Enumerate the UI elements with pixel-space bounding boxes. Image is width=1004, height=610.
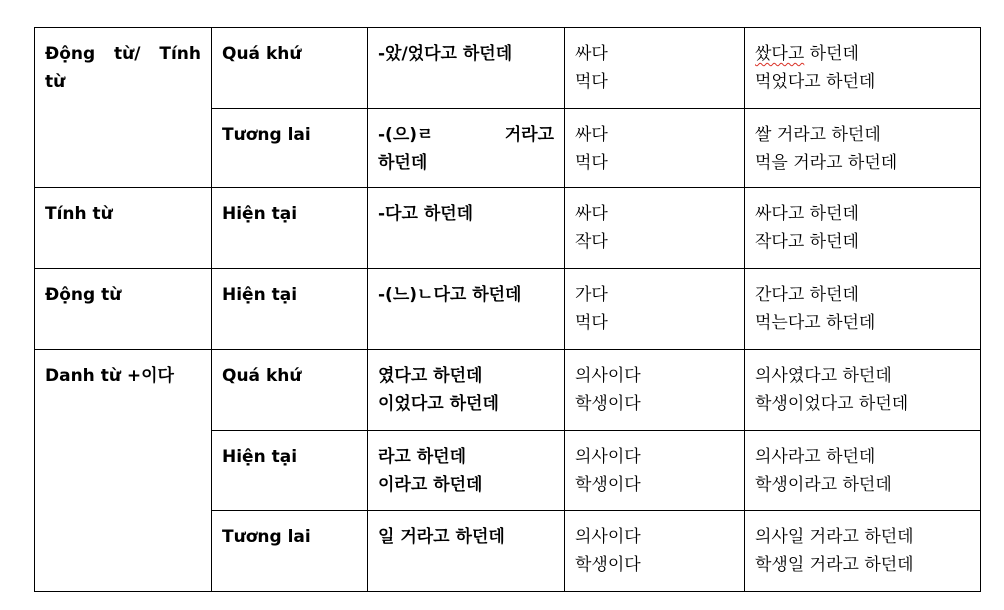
result-text: 의사일 거라고 하던데 bbox=[755, 527, 914, 547]
tense-label: Hiện tại bbox=[222, 204, 298, 224]
ending-label: -다고 하던데 bbox=[378, 204, 474, 224]
tense-cell bbox=[212, 269, 368, 350]
result-text: 먹는다고 하던데 bbox=[755, 313, 876, 333]
table-row bbox=[35, 188, 981, 269]
result-text: 쌀 거라고 하던데 bbox=[755, 125, 881, 145]
ending-label-line1 bbox=[378, 121, 554, 149]
ending-label: 일 거라고 하던데 bbox=[378, 527, 505, 547]
ending-cell bbox=[368, 350, 565, 431]
example-word: 싸다 bbox=[575, 204, 608, 224]
ending-cell bbox=[368, 188, 565, 269]
example-word: 싸다 bbox=[575, 44, 608, 64]
result-text: 쌌다고 하던데 bbox=[755, 44, 859, 64]
tense-label: Hiện tại bbox=[222, 285, 298, 305]
result-text: 먹었다고 하던데 bbox=[755, 72, 876, 92]
tense-cell bbox=[212, 109, 368, 188]
example-word: 먹다 bbox=[575, 72, 608, 92]
example-word: 의사이다 bbox=[575, 366, 641, 386]
ending-label: -(느)ㄴ다고 하던데 bbox=[378, 285, 522, 305]
ending-part: -(으)ㄹ bbox=[378, 125, 434, 145]
category-cell bbox=[35, 269, 212, 350]
result-text: 작다고 하던데 bbox=[755, 232, 859, 252]
example-cell bbox=[565, 188, 745, 269]
ending-label-line2: 하던데 bbox=[378, 153, 428, 173]
result-text: 학생일 거라고 하던데 bbox=[755, 555, 914, 575]
result-text: 의사라고 하던데 bbox=[755, 447, 876, 467]
ending-cell bbox=[368, 431, 565, 511]
example-word: 가다 bbox=[575, 285, 608, 305]
category-label-line2: từ bbox=[45, 72, 66, 92]
tense-cell bbox=[212, 188, 368, 269]
example-word: 먹다 bbox=[575, 153, 608, 173]
example-word: 학생이다 bbox=[575, 475, 641, 495]
example-cell bbox=[565, 109, 745, 188]
ending-cell bbox=[368, 28, 565, 109]
example-word: 작다 bbox=[575, 232, 608, 252]
tense-cell bbox=[212, 28, 368, 109]
example-cell bbox=[565, 431, 745, 511]
ending-cell bbox=[368, 109, 565, 188]
category-label: Tính từ bbox=[45, 204, 113, 224]
tense-cell bbox=[212, 511, 368, 592]
category-label: Động từ bbox=[45, 285, 122, 305]
result-text: 간다고 하던데 bbox=[755, 285, 859, 305]
result-cell bbox=[745, 350, 981, 431]
result-text: 의사였다고 하던데 bbox=[755, 366, 892, 386]
table-row bbox=[35, 350, 981, 431]
category-label: Danh từ +이다 bbox=[45, 366, 174, 386]
table-row bbox=[35, 28, 981, 109]
category-cell bbox=[35, 350, 212, 592]
result-cell bbox=[745, 188, 981, 269]
grammar-table bbox=[34, 27, 981, 592]
example-cell bbox=[565, 511, 745, 592]
result-text: 학생이라고 하던데 bbox=[755, 475, 892, 495]
category-cell bbox=[35, 28, 212, 188]
ending-label: 이었다고 하던데 bbox=[378, 394, 499, 414]
tense-label: Tương lai bbox=[222, 125, 311, 145]
tense-cell bbox=[212, 431, 368, 511]
category-cell bbox=[35, 188, 212, 269]
ending-part: 거라고 bbox=[504, 125, 554, 145]
example-word: 먹다 bbox=[575, 313, 608, 333]
category-label-line1: Động từ/ Tính bbox=[45, 44, 201, 64]
result-text: 싸다고 하던데 bbox=[755, 204, 859, 224]
example-word: 싸다 bbox=[575, 125, 608, 145]
tense-label: Quá khứ bbox=[222, 366, 302, 386]
ending-label: -았/었다고 하던데 bbox=[378, 44, 513, 64]
ending-label: 였다고 하던데 bbox=[378, 366, 483, 386]
example-word: 의사이다 bbox=[575, 527, 641, 547]
result-cell bbox=[745, 431, 981, 511]
table-row bbox=[35, 269, 981, 350]
result-cell bbox=[745, 28, 981, 109]
result-cell bbox=[745, 269, 981, 350]
example-cell bbox=[565, 28, 745, 109]
result-text: 먹을 거라고 하던데 bbox=[755, 153, 898, 173]
example-word: 학생이다 bbox=[575, 394, 641, 414]
result-text: 학생이었다고 하던데 bbox=[755, 394, 909, 414]
spellcheck-underlined-word: 쌌다고 bbox=[755, 44, 805, 64]
tense-label: Hiện tại bbox=[222, 447, 298, 467]
result-cell bbox=[745, 109, 981, 188]
result-cell bbox=[745, 511, 981, 592]
example-cell bbox=[565, 350, 745, 431]
example-cell bbox=[565, 269, 745, 350]
tense-label: Tương lai bbox=[222, 527, 311, 547]
tense-label: Quá khứ bbox=[222, 44, 302, 64]
ending-label: 이라고 하던데 bbox=[378, 475, 483, 495]
tense-cell bbox=[212, 350, 368, 431]
example-word: 의사이다 bbox=[575, 447, 641, 467]
ending-label: 라고 하던데 bbox=[378, 447, 467, 467]
ending-cell bbox=[368, 269, 565, 350]
ending-cell bbox=[368, 511, 565, 592]
example-word: 학생이다 bbox=[575, 555, 641, 575]
